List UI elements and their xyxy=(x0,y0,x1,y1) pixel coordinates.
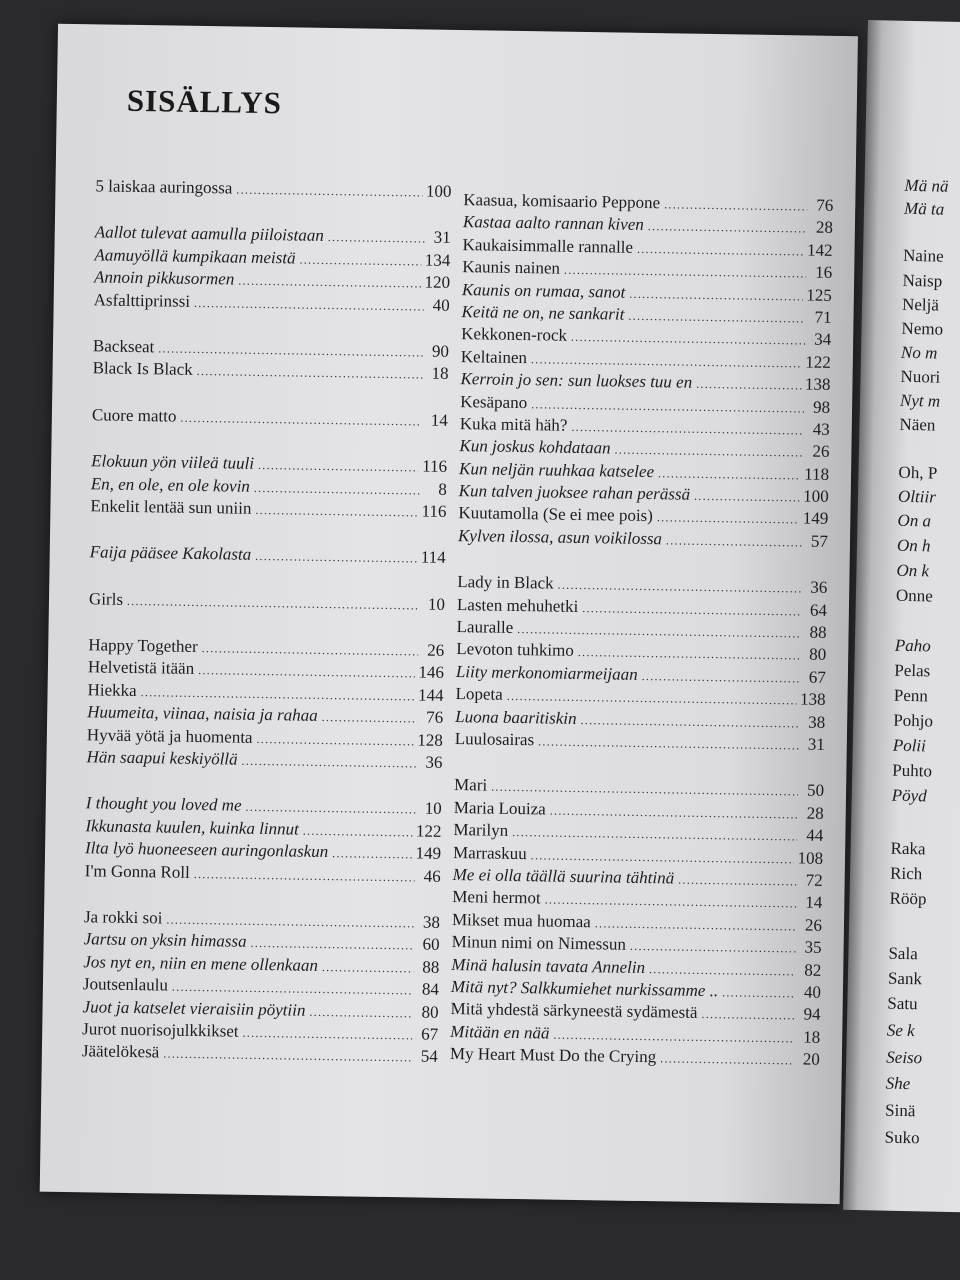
dot-leader xyxy=(531,848,794,867)
next-page-edge xyxy=(843,20,960,1212)
entry-page-number: 128 xyxy=(417,730,443,750)
dot-leader xyxy=(550,803,798,822)
entry-title: Marilyn xyxy=(453,820,509,841)
dot-leader xyxy=(545,893,797,912)
entry-title: Kaasua, komisaario Peppone xyxy=(463,190,661,213)
page-title: SISÄLLYS xyxy=(126,82,283,121)
entry-page-number: 10 xyxy=(424,798,442,819)
entry-title: Faija pääsee Kakolasta xyxy=(89,542,252,565)
toc-column-left xyxy=(82,176,452,1069)
next-page-fragment: Pöyd xyxy=(891,785,927,806)
entry-title: Me ei olla täällä suurina tähtinä xyxy=(452,864,675,888)
entry-title: Mitä yhdestä särkyneestä sydämestä xyxy=(450,999,698,1023)
dot-leader xyxy=(722,985,795,1001)
entry-page-number: 146 xyxy=(418,662,445,683)
entry-title: Backseat xyxy=(92,336,155,357)
entry-title: Keitä ne on, ne sankarit xyxy=(461,302,625,324)
next-page-fragment: Nuori xyxy=(900,366,941,387)
dot-leader xyxy=(198,663,414,681)
entry-page-number: 149 xyxy=(415,843,442,864)
dot-leader xyxy=(637,242,803,260)
entry-title: Hän saapui keskiyöllä xyxy=(86,747,238,769)
entry-page-number: 36 xyxy=(425,752,443,772)
entry-title: Luulosairas xyxy=(454,729,535,750)
dot-leader xyxy=(694,489,799,506)
entry-page-number: 50 xyxy=(806,780,825,801)
dot-leader xyxy=(614,443,803,461)
next-page-fragment: Rööp xyxy=(889,888,927,909)
entry-page-number: 116 xyxy=(422,456,448,477)
entry-title: Kastaa aalto rannan kiven xyxy=(462,212,644,235)
entry-page-number: 84 xyxy=(421,979,440,999)
entry-page-number: 138 xyxy=(804,374,831,395)
dot-leader xyxy=(578,645,801,663)
entry-title: Levoton tuhkimo xyxy=(456,639,574,661)
entry-title: Ja rokki soi xyxy=(83,907,163,928)
dot-leader xyxy=(649,962,795,979)
next-page-fragment: Nemo xyxy=(901,318,944,339)
book-page xyxy=(40,24,858,1204)
entry-title: Meni hermot xyxy=(452,887,541,908)
next-page-fragment: Suko xyxy=(884,1127,920,1148)
entry-page-number: 94 xyxy=(803,1004,821,1025)
entry-page-number: 122 xyxy=(415,821,442,841)
next-page-fragment: Raka xyxy=(890,838,926,859)
entry-page-number: 18 xyxy=(431,363,449,384)
dot-leader xyxy=(628,309,805,327)
dot-leader xyxy=(254,480,421,498)
dot-leader xyxy=(141,685,415,704)
entry-title: Kaunis on rumaa, sanot xyxy=(461,279,626,302)
entry-page-number: 57 xyxy=(810,531,829,551)
dot-leader xyxy=(648,219,807,236)
dot-leader xyxy=(238,274,420,292)
dot-leader xyxy=(172,980,413,999)
dot-leader xyxy=(127,594,419,614)
entry-title: Lasten mehuhetki xyxy=(456,594,579,616)
dot-leader xyxy=(332,846,412,862)
entry-page-number: 26 xyxy=(804,915,823,935)
dot-leader xyxy=(202,641,419,659)
entry-page-number: 40 xyxy=(803,982,822,1002)
dot-leader xyxy=(531,397,804,416)
entry-page-number: 8 xyxy=(438,479,447,499)
dot-leader xyxy=(194,295,424,314)
next-page-fragment: Seiso xyxy=(886,1047,923,1068)
dot-leader xyxy=(197,364,423,383)
entry-page-number: 35 xyxy=(804,937,822,957)
entry-page-number: 108 xyxy=(797,847,824,868)
entry-title: Cuore matto xyxy=(91,405,177,426)
entry-page-number: 118 xyxy=(804,464,830,484)
dot-leader xyxy=(491,780,798,800)
entry-title: Ikkunasta kuulen, kuinka linnut xyxy=(85,816,299,839)
entry-title: Minun nimi on Nimessun xyxy=(451,932,627,954)
entry-title: Asfalttiprinssi xyxy=(93,289,191,311)
dot-leader xyxy=(309,1004,412,1021)
next-page-fragment: Paho xyxy=(894,635,931,656)
entry-title: Kaukaisimmalle rannalle xyxy=(462,234,634,257)
entry-title: Happy Together xyxy=(88,635,198,657)
entry-title: Mitään en nää xyxy=(450,1021,550,1043)
entry-title: Mari xyxy=(453,775,488,795)
entry-title: Kaunis nainen xyxy=(462,257,561,278)
entry-page-number: 80 xyxy=(421,1002,439,1022)
next-page-fragment: Penn xyxy=(893,685,929,706)
dot-leader xyxy=(328,230,425,247)
next-page-fragment: Näen xyxy=(899,414,936,435)
dot-leader xyxy=(582,601,801,619)
next-page-fragment: Nyt m xyxy=(899,390,941,411)
dot-leader xyxy=(250,936,413,954)
next-page-fragment: On k xyxy=(896,560,930,581)
entry-page-number: 20 xyxy=(802,1049,821,1069)
dot-leader xyxy=(322,710,418,726)
entry-page-number: 67 xyxy=(421,1024,439,1044)
next-page-fragment: Mä ta xyxy=(903,198,945,219)
dot-leader xyxy=(629,286,802,304)
dot-leader xyxy=(180,410,422,429)
dot-leader xyxy=(538,734,799,753)
dot-leader xyxy=(236,183,422,201)
dot-leader xyxy=(701,1007,794,1023)
next-page-fragment: Onne xyxy=(895,585,933,606)
entry-title: Kylven ilossa, asun voikilossa xyxy=(457,525,663,549)
entry-title: Kerroin jo sen: sun luokses tuu en xyxy=(460,369,693,392)
next-page-fragment: Se k xyxy=(886,1020,915,1041)
entry-title: Kekkonen-rock xyxy=(461,324,568,346)
entry-title: Mikset mua huomaa xyxy=(451,909,591,931)
entry-page-number: 142 xyxy=(806,240,833,260)
next-page-fragment: Mä nä xyxy=(904,175,949,196)
next-page-fragment: Polii xyxy=(892,735,927,756)
entry-title: Mitä nyt? Salkkumiehet nurkissamme .. xyxy=(450,976,719,1001)
next-page-fragment: Pelas xyxy=(894,660,931,681)
entry-title: Black Is Black xyxy=(92,358,193,380)
entry-title: Joutsenlaulu xyxy=(82,974,169,995)
entry-title: Maria Louiza xyxy=(453,797,546,819)
entry-page-number: 116 xyxy=(421,501,447,521)
dot-leader xyxy=(166,913,414,932)
dot-leader xyxy=(241,754,416,772)
dot-leader xyxy=(258,458,418,476)
next-page-fragment: Oltiir xyxy=(897,486,937,507)
dot-leader xyxy=(163,1047,412,1066)
entry-page-number: 114 xyxy=(420,547,446,568)
entry-title: Marraskuu xyxy=(452,842,527,863)
entry-title: Huumeita, viinaa, naisia ja rahaa xyxy=(87,702,318,726)
entry-title: Jurot nuorisojulkkikset xyxy=(82,1019,239,1041)
toc-entry xyxy=(82,1042,438,1070)
entry-title: Elokuun yön viileä tuuli xyxy=(91,451,255,473)
next-page-fragment: Sank xyxy=(887,968,923,989)
entry-title: Lauralle xyxy=(456,617,514,637)
entry-page-number: 10 xyxy=(427,594,446,614)
entry-title: I'm Gonna Roll xyxy=(84,860,190,882)
entry-page-number: 44 xyxy=(806,825,824,845)
dot-leader xyxy=(158,341,423,360)
dot-leader xyxy=(512,825,797,844)
dot-leader xyxy=(642,669,800,686)
entry-title: 5 laiskaa auringossa xyxy=(95,176,233,198)
entry-page-number: 14 xyxy=(430,410,449,430)
entry-title: Luona baaritiskin xyxy=(455,706,577,728)
entry-title: Lady in Black xyxy=(457,572,554,593)
toc-column-right xyxy=(450,190,834,1072)
entry-page-number: 122 xyxy=(805,352,831,372)
entry-title: Lopeta xyxy=(455,684,503,704)
dot-leader xyxy=(242,1026,412,1044)
entry-page-number: 38 xyxy=(422,912,441,932)
entry-title: Aamuyöllä kumpikaan meistä xyxy=(94,245,296,268)
dot-leader xyxy=(557,578,801,597)
entry-page-number: 100 xyxy=(425,181,452,201)
entry-page-number: 38 xyxy=(808,712,826,732)
entry-page-number: 54 xyxy=(420,1046,439,1067)
dot-leader xyxy=(256,732,413,749)
entry-page-number: 16 xyxy=(815,262,833,283)
entry-title: Liity merkonomiarmeijaan xyxy=(455,661,638,684)
dot-leader xyxy=(660,1051,794,1068)
entry-page-number: 28 xyxy=(806,803,824,823)
entry-page-number: 67 xyxy=(808,667,827,687)
next-page-fragment: On h xyxy=(896,535,931,556)
entry-page-number: 26 xyxy=(427,640,445,660)
dot-leader xyxy=(696,377,801,394)
dot-leader xyxy=(517,622,801,641)
entry-page-number: 138 xyxy=(799,689,826,710)
dot-leader xyxy=(303,823,412,840)
entry-title: Minä halusin tavata Annelin xyxy=(451,954,646,977)
dot-leader xyxy=(571,420,804,439)
entry-page-number: 43 xyxy=(812,419,830,439)
dot-leader xyxy=(299,252,421,269)
entry-title: Aallot tulevat aamulla piiloistaan xyxy=(94,222,324,246)
entry-title: Girls xyxy=(88,588,124,609)
entry-page-number: 90 xyxy=(431,341,450,361)
entry-page-number: 80 xyxy=(809,645,827,665)
entry-page-number: 149 xyxy=(802,508,829,529)
entry-title: Kun joskus kohdataan xyxy=(459,436,611,458)
dot-leader xyxy=(678,873,797,890)
entry-page-number: 134 xyxy=(424,250,451,270)
entry-page-number: 82 xyxy=(804,960,822,980)
next-page-fragment: Oh, P xyxy=(898,462,938,483)
dot-leader xyxy=(255,549,417,567)
entry-title: Juot ja katselet vieraisiin pöytiin xyxy=(82,996,306,1020)
next-page-fragment: Pohjo xyxy=(893,710,934,731)
next-page-fragment: Neljä xyxy=(901,294,940,315)
dot-leader xyxy=(580,713,799,731)
entry-title: Kun neljän ruuhkaa katselee xyxy=(458,458,655,481)
entry-page-number: 120 xyxy=(424,272,451,293)
entry-title: Ilta lyö huoneeseen auringonlaskun xyxy=(84,838,329,862)
dot-leader xyxy=(194,867,415,885)
entry-page-number: 40 xyxy=(432,295,450,315)
entry-page-number: 31 xyxy=(433,228,451,248)
entry-title: Keltainen xyxy=(460,346,528,367)
dot-leader xyxy=(322,960,414,976)
entry-page-number: 76 xyxy=(816,195,834,215)
entry-title: Enkelit lentää sun uniin xyxy=(90,496,252,518)
entry-page-number: 100 xyxy=(803,486,829,506)
next-page-fragment: She xyxy=(885,1073,911,1094)
dot-leader xyxy=(664,197,807,214)
entry-page-number: 36 xyxy=(810,577,828,598)
dot-leader xyxy=(245,800,415,818)
dot-leader xyxy=(255,503,417,521)
dot-leader xyxy=(564,263,806,282)
entry-page-number: 88 xyxy=(809,622,827,642)
entry-title: Jäätelökesä xyxy=(81,1041,160,1062)
dot-leader xyxy=(595,916,796,934)
next-page-fragment: Puhto xyxy=(892,760,933,781)
entry-page-number: 98 xyxy=(812,397,831,417)
entry-title: Annoin pikkusormen xyxy=(93,267,235,289)
entry-page-number: 26 xyxy=(812,441,830,462)
entry-page-number: 14 xyxy=(805,892,823,913)
dot-leader xyxy=(658,466,800,483)
entry-title: Kuutamolla (Se ei mee pois) xyxy=(458,503,654,526)
entry-page-number: 34 xyxy=(814,329,832,350)
entry-page-number: 72 xyxy=(805,870,823,890)
entry-page-number: 31 xyxy=(807,734,825,754)
dot-leader xyxy=(571,330,805,349)
entry-title: Kun talven juoksee rahan perässä xyxy=(458,481,691,504)
dot-leader xyxy=(657,511,799,528)
entry-title: Jartsu on yksin himassa xyxy=(83,929,247,952)
entry-title: En, en ole, en ole kovin xyxy=(90,473,251,496)
next-page-fragment: Naisp xyxy=(902,270,943,291)
entry-title: Kesäpano xyxy=(460,391,528,412)
entry-title: Jos nyt en, niin en mene ollenkaan xyxy=(83,951,319,975)
entry-title: I thought you loved me xyxy=(85,793,242,816)
entry-page-number: 28 xyxy=(815,218,834,238)
entry-page-number: 64 xyxy=(809,600,828,620)
entry-page-number: 88 xyxy=(422,957,440,977)
dot-leader xyxy=(666,533,802,550)
entry-page-number: 76 xyxy=(426,707,444,728)
entry-title: Hyvää yötä ja huomenta xyxy=(86,724,253,747)
entry-page-number: 71 xyxy=(814,307,832,327)
next-page-fragment: Sinä xyxy=(884,1100,916,1121)
entry-page-number: 60 xyxy=(422,934,440,955)
entry-page-number: 125 xyxy=(806,285,833,305)
entry-title: My Heart Must Do the Crying xyxy=(449,1044,657,1067)
next-page-fragment: Satu xyxy=(887,993,918,1014)
entry-page-number: 144 xyxy=(417,685,444,705)
entry-title: Helvetistä itään xyxy=(87,657,195,679)
toc-entry xyxy=(450,1044,820,1072)
next-page-fragment: Sala xyxy=(888,943,918,964)
next-page-fragment: Rich xyxy=(889,863,923,884)
entry-title: Hiekka xyxy=(87,680,137,700)
dot-leader xyxy=(630,939,796,957)
entry-page-number: 46 xyxy=(423,866,441,886)
dot-leader xyxy=(531,352,802,371)
entry-page-number: 18 xyxy=(803,1027,821,1047)
next-page-fragment: On a xyxy=(897,510,932,531)
dot-leader xyxy=(507,689,796,709)
next-page-fragment: No m xyxy=(900,342,938,363)
dot-leader xyxy=(553,1027,794,1046)
entry-title: Kuka mitä häh? xyxy=(459,413,568,435)
next-page-fragment: Naine xyxy=(902,245,944,266)
